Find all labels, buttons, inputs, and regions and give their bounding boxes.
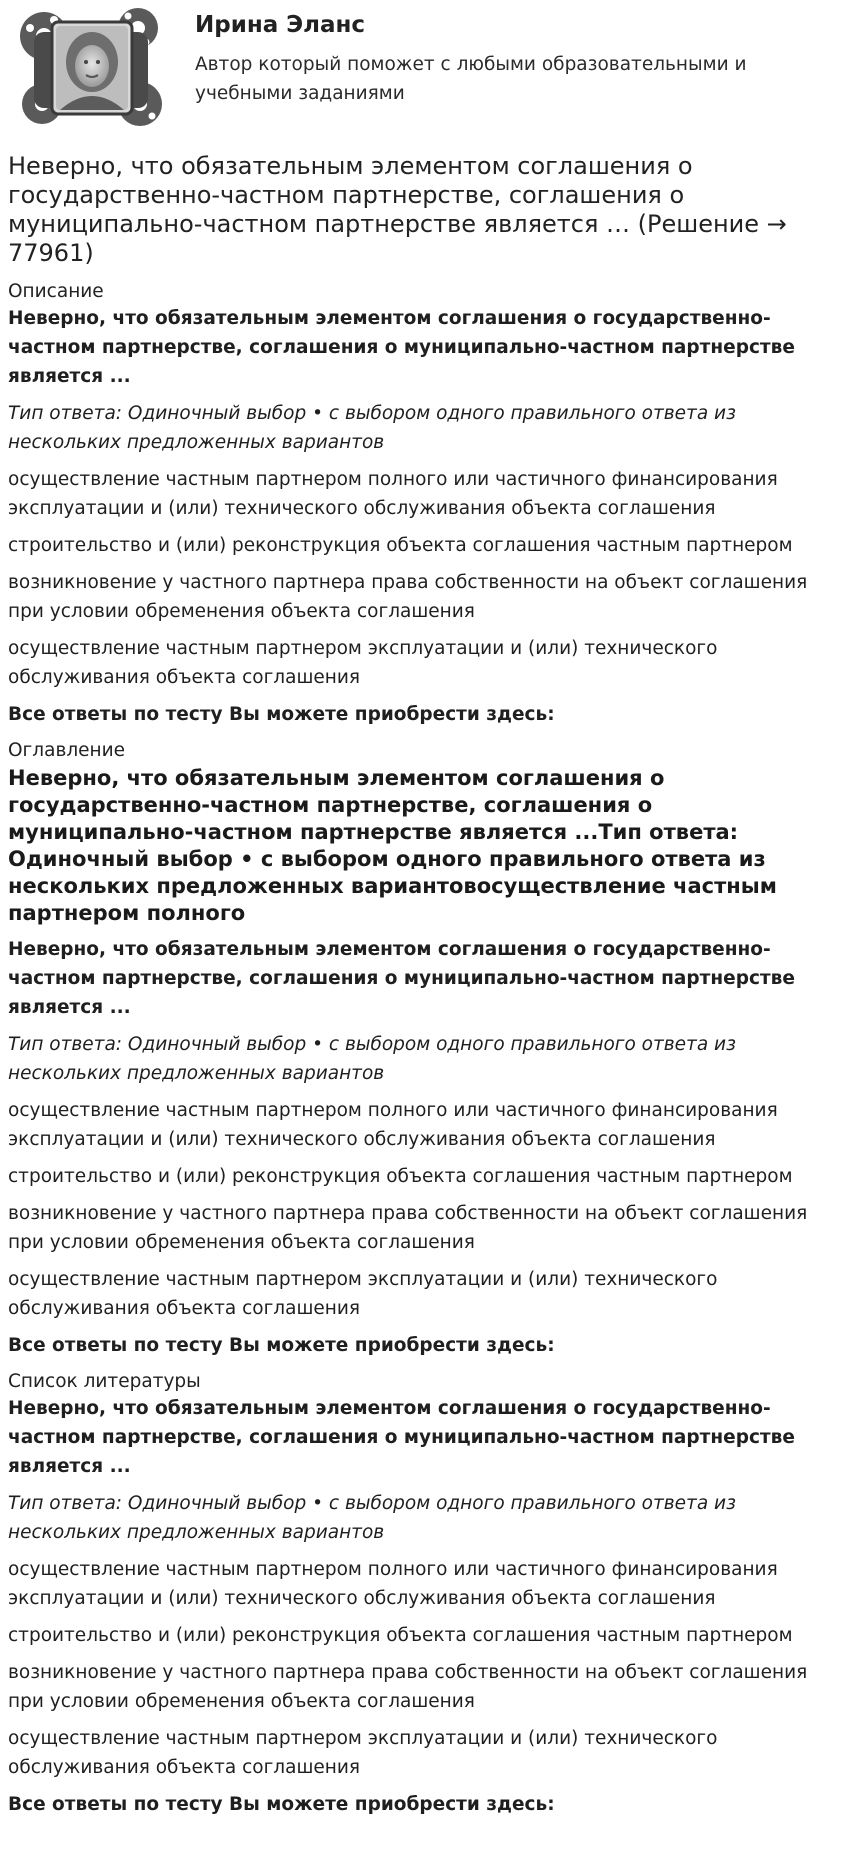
author-avatar[interactable] bbox=[16, 6, 166, 128]
answer-option: осуществление частным партнером эксплуатации и (или) технического обслуживания объекта соглашения bbox=[8, 1728, 718, 1778]
author-description: Автор который поможет с любыми образовательными и учебными заданиями bbox=[195, 54, 747, 104]
answer-type: Тип ответа: Одиночный выбор • с выбором одного правильного ответа из нескольких предложенных вариантов bbox=[8, 1034, 736, 1084]
answer-type: Тип ответа: Одиночный выбор • с выбором одного правильного ответа из нескольких предложенных вариантов bbox=[8, 403, 736, 453]
answer-option: возникновение у частного партнера права собственности на объект соглашения при условии обременения объекта соглашения bbox=[8, 572, 808, 622]
answer-option: строительство и (или) реконструкция объекта соглашения частным партнером bbox=[8, 535, 793, 556]
question-text: Неверно, что обязательным элементом соглашения о государственно-частном партнерстве, соглашения о муниципально-частном партнерстве является ... bbox=[8, 939, 795, 1018]
section-label: Оглавление bbox=[8, 740, 126, 761]
answer-option: осуществление частным партнером эксплуатации и (или) технического обслуживания объекта соглашения bbox=[8, 638, 718, 688]
answer-option: осуществление частным партнером полного или частичного финансирования эксплуатации и (или) технического обслуживания объекта соглашения bbox=[8, 1559, 778, 1609]
answer-option: осуществление частным партнером полного или частичного финансирования эксплуатации и (или) технического обслуживания объекта соглашения bbox=[8, 469, 778, 519]
contents-heading: Неверно, что обязательным элементом соглашения о государственно-частном партнерстве, соглашения о муниципально-частном партнерстве является ...Тип ответа: Одиночный выбор • с выбором одного правильного ответа из нескольких предложенных вариантовосуществление частным партнером полного bbox=[8, 766, 777, 925]
answer-option: осуществление частным партнером эксплуатации и (или) технического обслуживания объекта соглашения bbox=[8, 1269, 718, 1319]
section-references bbox=[8, 1370, 839, 1819]
author-name: Ирина Эланс bbox=[195, 12, 366, 38]
answer-option: возникновение у частного партнера права собственности на объект соглашения при условии обременения объекта соглашения bbox=[8, 1203, 808, 1253]
answer-type: Тип ответа: Одиночный выбор • с выбором одного правильного ответа из нескольких предложенных вариантов bbox=[8, 1493, 736, 1543]
question-text: Неверно, что обязательным элементом соглашения о государственно-частном партнерстве, соглашения о муниципально-частном партнерстве является ... bbox=[8, 308, 795, 387]
answer-option: строительство и (или) реконструкция объекта соглашения частным партнером bbox=[8, 1166, 793, 1187]
page-title: Неверно, что обязательным элементом соглашения о государственно-частном партнерстве, соглашения о муниципально-частном партнерстве является … (Решение → 77961) bbox=[8, 152, 787, 267]
answer-option: возникновение у частного партнера права собственности на объект соглашения при условии обременения объекта соглашения bbox=[8, 1662, 808, 1712]
section-contents bbox=[8, 739, 839, 1360]
section-description bbox=[8, 280, 839, 729]
buy-answers-text: Все ответы по тесту Вы можете приобрести здесь: bbox=[8, 1335, 555, 1356]
answer-option: строительство и (или) реконструкция объекта соглашения частным партнером bbox=[8, 1625, 793, 1646]
buy-answers-text: Все ответы по тесту Вы можете приобрести здесь: bbox=[8, 704, 555, 725]
answer-option: осуществление частным партнером полного или частичного финансирования эксплуатации и (или) технического обслуживания объекта соглашения bbox=[8, 1100, 778, 1150]
buy-answers-text: Все ответы по тесту Вы можете приобрести здесь: bbox=[8, 1794, 555, 1815]
section-label: Описание bbox=[8, 281, 104, 302]
question-text: Неверно, что обязательным элементом соглашения о государственно-частном партнерстве, соглашения о муниципально-частном партнерстве является ... bbox=[8, 1398, 795, 1477]
author-header bbox=[8, 0, 839, 140]
section-label: Список литературы bbox=[8, 1371, 201, 1392]
